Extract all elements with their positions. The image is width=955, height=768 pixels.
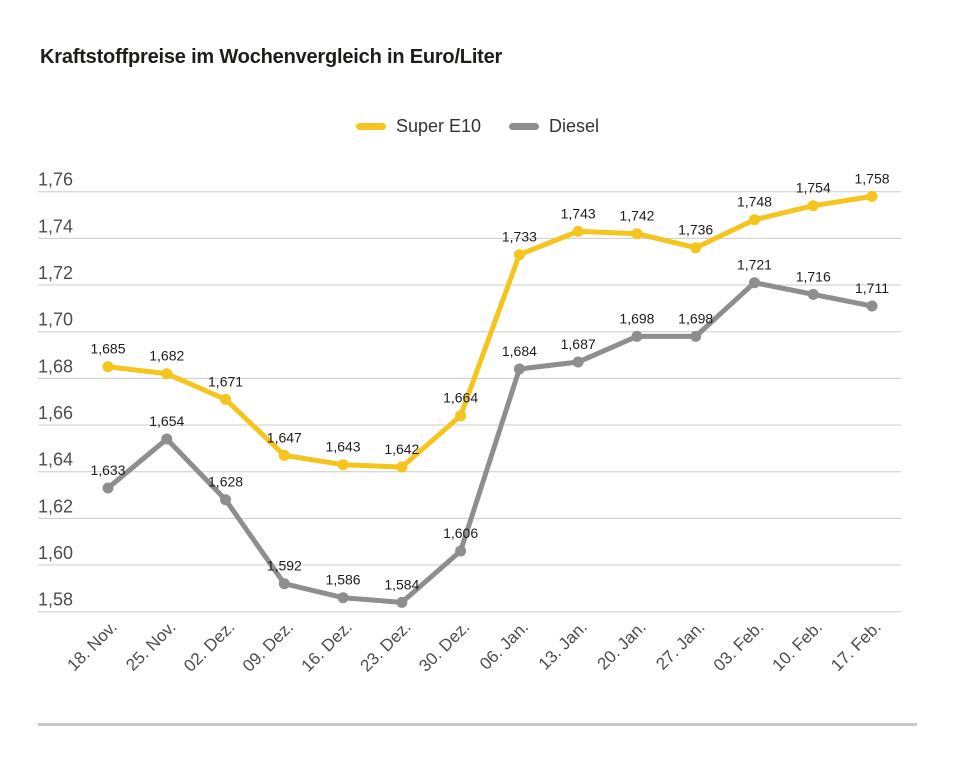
y-tick-label: 1,58 [38, 589, 74, 610]
value-label: 1,671 [208, 373, 244, 390]
y-tick-label: 1,60 [38, 543, 74, 564]
diesel-data-point [103, 483, 114, 494]
diesel-data-point [161, 434, 172, 445]
y-tick-label: 1,70 [38, 309, 74, 330]
y-tick-label: 1,76 [38, 169, 74, 190]
x-tick-label: 27. Jan. [652, 617, 709, 674]
value-label: 1,643 [325, 438, 361, 455]
x-tick-label: 02. Dez. [180, 617, 239, 676]
value-label: 1,687 [560, 336, 596, 353]
super-e10-data-point [749, 214, 760, 225]
x-tick-label: 06. Jan. [476, 617, 533, 674]
value-label: 1,664 [443, 389, 479, 406]
super-e10-data-point [514, 249, 525, 260]
super-e10-data-point [103, 361, 114, 372]
value-label: 1,742 [619, 207, 655, 224]
super-e10-data-point [396, 462, 407, 473]
value-label: 1,698 [678, 310, 714, 327]
value-label: 1,754 [795, 179, 831, 196]
diesel-data-point [220, 494, 231, 505]
y-tick-label: 1,62 [38, 496, 74, 517]
diesel-data-point [631, 331, 642, 342]
super-e10-data-point [573, 226, 584, 237]
super-e10-data-point [455, 410, 466, 421]
x-tick-label: 13. Jan. [534, 617, 591, 674]
super-e10-data-point [279, 450, 290, 461]
value-label: 1,654 [149, 413, 185, 430]
diesel-data-point [749, 277, 760, 288]
y-tick-label: 1,74 [38, 216, 74, 237]
value-label: 1,628 [208, 473, 244, 490]
x-tick-label: 09. Dez. [238, 617, 298, 676]
diesel-data-point [279, 578, 290, 589]
diesel-data-point [455, 546, 466, 557]
x-tick-label: 03. Feb. [709, 617, 768, 675]
x-tick-label: 16. Dez. [297, 617, 356, 676]
x-tick-label: 25. Nov. [122, 617, 180, 675]
y-tick-label: 1,64 [38, 449, 74, 470]
diesel-data-point [690, 331, 701, 342]
diesel-data-point [338, 592, 349, 603]
y-tick-label: 1,66 [38, 403, 74, 424]
value-label: 1,586 [325, 571, 361, 588]
super-e10-data-point [808, 200, 819, 211]
value-label: 1,698 [619, 310, 655, 327]
value-label: 1,758 [854, 170, 890, 187]
value-label: 1,642 [384, 441, 420, 458]
value-label: 1,647 [266, 429, 302, 446]
bottom-divider [38, 723, 917, 726]
x-tick-label: 30. Dez. [415, 617, 474, 676]
super-e10-data-point [867, 191, 878, 202]
super-e10-data-point [220, 394, 231, 405]
super-e10-data-point [631, 228, 642, 239]
x-tick-label: 23. Dez. [356, 617, 415, 676]
value-label: 1,748 [736, 193, 772, 210]
y-tick-label: 1,68 [38, 356, 74, 377]
x-tick-label: 10. Feb. [768, 617, 827, 675]
super-e10-data-point [161, 368, 172, 379]
value-label: 1,711 [855, 280, 890, 297]
diesel-data-point [396, 597, 407, 608]
value-label: 1,606 [443, 525, 479, 542]
page-title: Kraftstoffpreise im Wochenvergleich in Euro/Liter [40, 46, 503, 68]
value-label: 1,633 [90, 462, 126, 479]
value-label: 1,685 [90, 340, 126, 357]
value-label: 1,682 [149, 347, 185, 364]
x-tick-label: 17. Feb. [827, 617, 885, 675]
x-tick-label: 20. Jan. [593, 617, 650, 674]
y-tick-label: 1,72 [38, 263, 74, 284]
legend-label-super-e10: Super E10 [395, 116, 482, 136]
diesel-data-point [867, 301, 878, 312]
value-label: 1,716 [795, 268, 831, 285]
value-label: 1,743 [560, 205, 596, 222]
value-label: 1,592 [266, 557, 302, 574]
value-label: 1,584 [384, 576, 420, 593]
diesel-data-point [573, 357, 584, 368]
value-label: 1,733 [501, 228, 537, 245]
x-tick-label: 18. Nov. [63, 617, 121, 675]
value-label: 1,736 [678, 221, 714, 238]
super-e10-data-point [690, 242, 701, 253]
value-label: 1,684 [501, 343, 537, 360]
diesel-data-point [808, 289, 819, 300]
legend-label-diesel: Diesel [549, 116, 600, 136]
value-label: 1,721 [736, 256, 772, 273]
diesel-data-point [514, 364, 525, 375]
super-e10-data-point [338, 459, 349, 470]
